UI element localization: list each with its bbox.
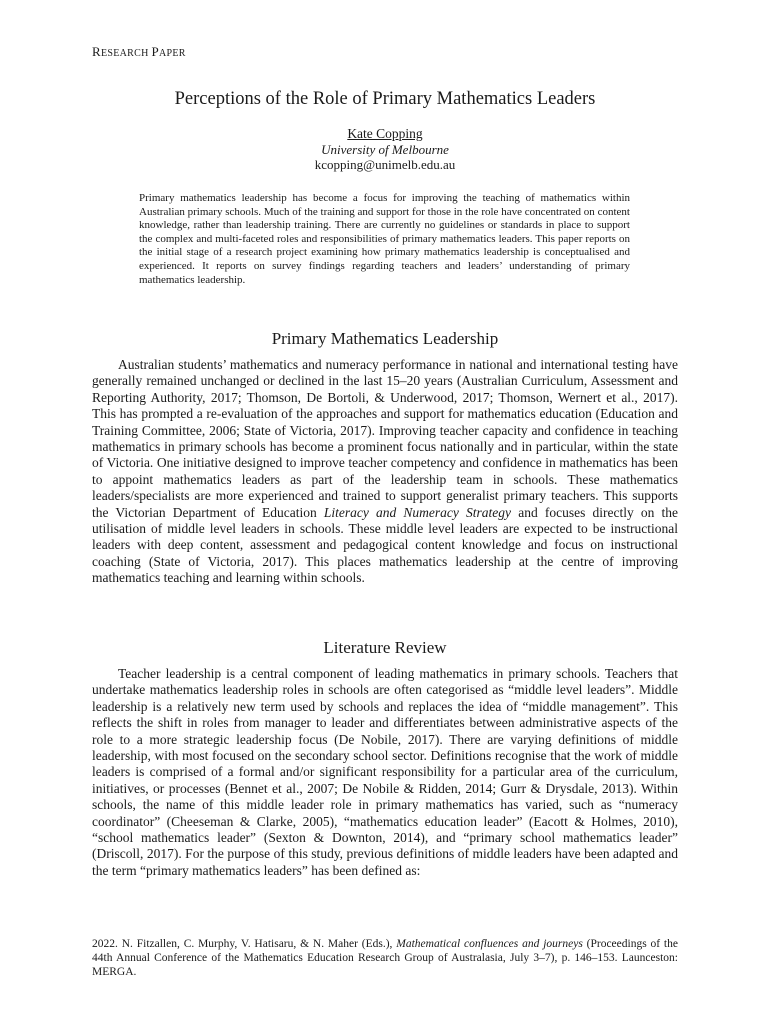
- author-email: kcopping@unimelb.edu.au: [314, 157, 456, 172]
- paragraph-italic-strategy-title: Literacy and Numeracy Strategy: [323, 504, 512, 520]
- section-heading-primary-mathematics-leadership: Primary Mathematics Leadership: [271, 329, 499, 348]
- footer-text: (Proceedings of the 44th Annual Conference of the Mathematics Education Research Group of Australasia, July 3–7), p. 146–153. Launceston: MERGA.: [92, 938, 678, 979]
- author-name: Kate Copping: [347, 126, 423, 141]
- footer-text: 2022. N. Fitzallen, C. Murphy, V. Hatisaru, & N. Maher (Eds.),: [92, 938, 397, 950]
- running-head: [92, 44, 186, 60]
- footer-citation: [92, 937, 678, 980]
- section-heading-literature-review: Literature Review: [323, 638, 447, 657]
- abstract: Primary mathematics leadership has become a focus for improving the teaching of mathematics within Australian primary schools. Much of the training and support for those in the role have concentrated on content knowledge, rather than leadership training. There are currently no guidelines or standards in place to support the complex and multi-faceted roles and responsibilities of primary mathematics leaders. This paper reports on the initial stage of a research project examining how primary mathematics leadership is conceptualised and experienced. It reports on survey findings regarding teachers and leaders’ understanding of primary mathematics leadership.: [139, 192, 630, 286]
- paper-title: Perceptions of the Role of Primary Mathematics Leaders: [174, 89, 596, 109]
- footer-proceedings-title: Mathematical confluences and journeys: [396, 938, 583, 950]
- running-head-p: P: [151, 44, 159, 59]
- paragraph-literature-review: Teacher leadership is a central component of leading mathematics in primary schools. Teachers that undertake mathematics leadership roles in schools are often categorised as “middle level leaders”. Middle leadership is a relatively new term used by schools and replaces the idea of “middle management”. This reflects the shift in roles from manager to leader and differentiates between administrative aspects of the role to a more strategic leadership focus (De Nobile, 2017). There are varying definitions of middle leadership, with most focused on the secondary school sector. Definitions recognise that the work of middle leaders is comprised of a formal and/or significant responsibility for a particular area of the curriculum, initiatives, or processes (Bennet et al., 2007; De Nobile & Ridden, 2014; Gurr & Drysdale, 2013). Within schools, the name of this middle leader role in primary mathematics has varied, such as “numeracy coordinator” (Cheeseman & Clarke, 2005), “mathematics education leader” (Eacott & Holmes, 2010), “school mathematics leader” (Sexton & Downton, 2014), and “primary school mathematics leader” (Driscoll, 2017). For the purpose of this study, previous definitions of middle leaders have been adapted and the term “primary mathematics leaders” has been defined as:: [92, 666, 678, 878]
- paragraph-primary-mathematics-leadership: [92, 357, 678, 587]
- paragraph-text: Australian students’ mathematics and numeracy performance in national and international testing have generally remained unchanged or declined in the last 15–20 years (Australian Curriculum, Assessment and Reporting Authority, 2017; Thomson, De Bortoli, & Underwood, 2017; Thomson, Wernert et al., 2017). This has prompted a re-evaluation of the approaches and support for mathematics education (Education and Training Committee, 2006; State of Victoria, 2017). Improving teacher capacity and confidence in teaching mathematics in primary schools has become a prominent focus nationally and in particular, within the state of Victoria. One initiative designed to improve teacher competency and confidence in mathematics has been to appoint mathematics leaders as part of the leadership team in schools. These mathematics leaders/specialists are more experienced and trained to support generalist primary teachers. This supports the Victorian Department of Education: [92, 357, 678, 520]
- running-head-r: R: [92, 44, 101, 59]
- author-affiliation: University of Melbourne: [321, 142, 449, 157]
- running-head-aper: APER: [158, 48, 186, 59]
- paragraph-text: and focuses directly on the utilisation of middle level leaders in schools. These middle level leaders are expected to be instructional leaders with deep content, assessment and pedagogical content knowledge and focus on instructional coaching (State of Victoria, 2017). This places mathematics leadership at the centre of improving mathematics teaching and learning within schools.: [92, 504, 679, 586]
- running-head-esearch: ESEARCH: [100, 48, 152, 59]
